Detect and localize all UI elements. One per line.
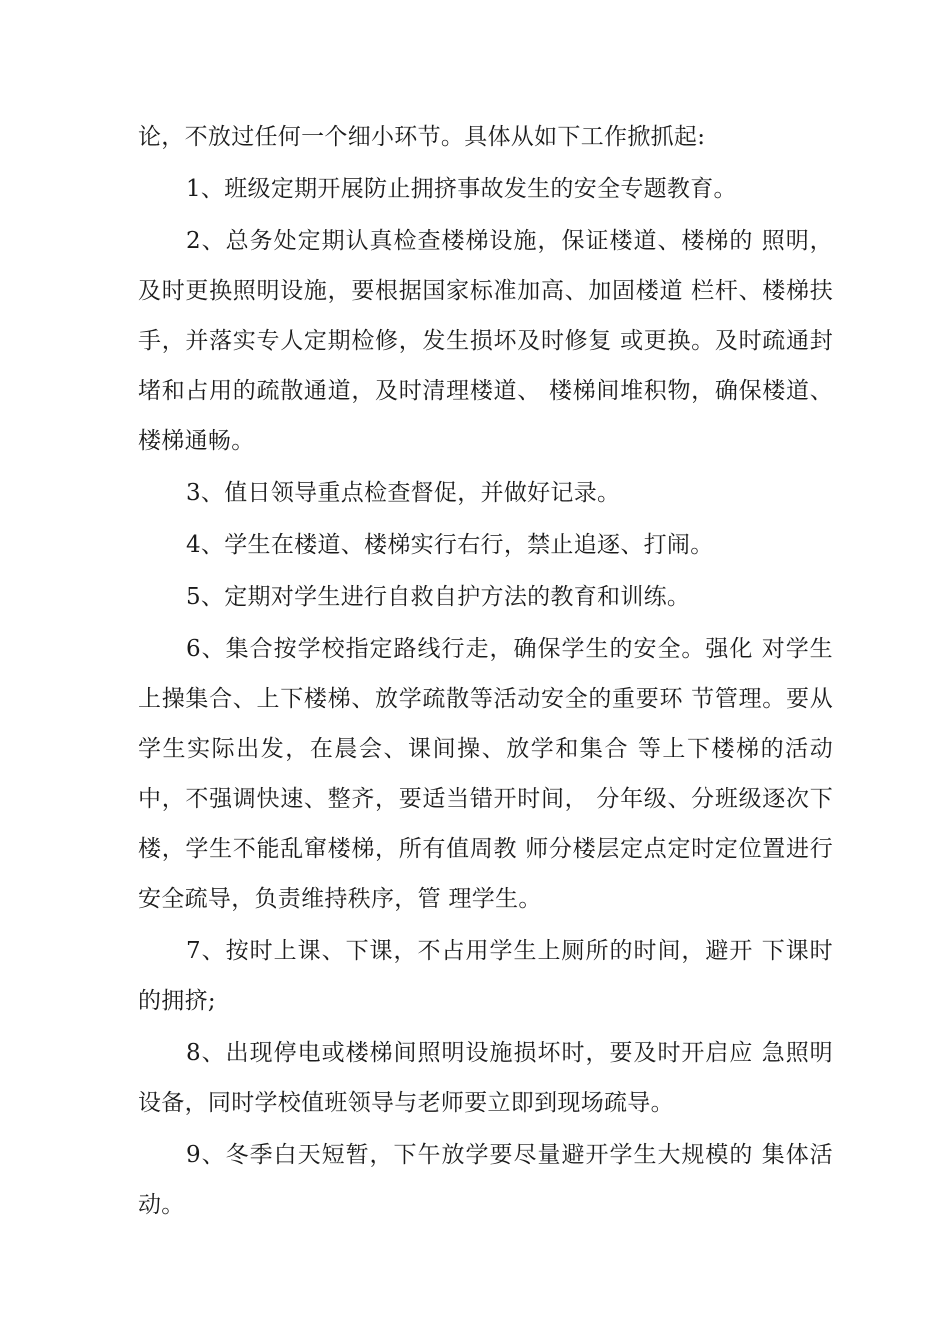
paragraph-item-6: 6、集合按学校指定路线行走，确保学生的安全。强化 对学生上操集合、上下楼梯、放学疏散等活动安全的重要环 节管理。要从学生实际出发，在晨会、课间操、放学和集合 等上下楼梯的活动中，不强调快速、整齐，要适当错开时间， 分年级、分班级逐次下楼，学生不能乱窜楼梯，所有值周教 师分楼层定点定时定位置进行安全疏导，负责维持秩序，管 理学生。 (138, 636, 833, 912)
paragraph-item-1: 1、班级定期开展防止拥挤事故发生的安全专题教育。 (186, 176, 737, 202)
paragraph-item-5: 5、定期对学生进行自救自护方法的教育和训练。 (186, 584, 691, 610)
paragraph-item-8: 8、出现停电或楼梯间照明设施损坏时，要及时开启应 急照明设备，同时学校值班领导与老师要立即到现场疏导。 (138, 1040, 833, 1116)
paragraph-item-2: 2、总务处定期认真检查楼梯设施，保证楼道、楼梯的 照明，及时更换照明设施，要根据国家标准加高、加固楼道 栏杆、楼梯扶手，并落实专人定期检修，发生损坏及时修复 或更换。及时疏通封堵和占用的疏散通道，及时清理楼道、 楼梯间堆积物，确保楼道、楼梯通畅。 (138, 228, 833, 454)
paragraph-item-9: 9、冬季白天短暂，下午放学要尽量避开学生大规模的 集体活动。 (138, 1142, 833, 1218)
document-body (138, 112, 833, 1232)
paragraph-continuation: 论，不放过任何一个细小环节。具体从如下工作掀抓起: (138, 124, 706, 150)
paragraph-item-3: 3、值日领导重点检查督促，并做好记录。 (186, 480, 621, 506)
paragraph-item-4: 4、学生在楼道、楼梯实行右行，禁止追逐、打闹。 (186, 532, 714, 558)
paragraph-item-7: 7、按时上课、下课，不占用学生上厕所的时间，避开 下课时的拥挤; (138, 938, 833, 1014)
